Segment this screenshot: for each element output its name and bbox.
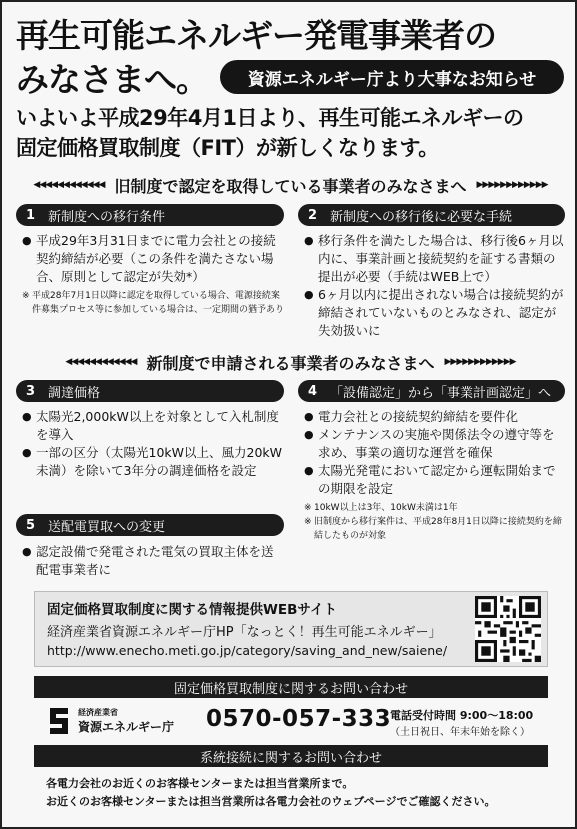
card4-bullet2: ● メンテナンスの実施や関係法令の遵守等を求め、事業の適切な運営を確保 xyxy=(304,427,555,460)
card1-bullet: ● 平成29年3月31日までに電力会社との接続契約締結が必要（この条件を満たさない場合、原則として認定が失効*） xyxy=(22,233,276,284)
logo-agency-text: 資源エネルギー庁 xyxy=(78,720,175,734)
lead-line2: 固定価格買取制度（FIT）が新しくなります。 xyxy=(16,136,439,160)
card4-bullet3: ● 太陽光発電において認定から運転開始までの期限を設定 xyxy=(304,463,556,496)
logo-ministry-text: 経済産業省 xyxy=(78,708,118,717)
card3-title: 調達価格 xyxy=(48,385,101,401)
card1-body xyxy=(22,232,284,317)
card3-bullet2: ● 一部の区分（太陽光10kW以上、風力20kW未満）を除いて3年分の調達価格を設定 xyxy=(22,445,283,478)
website-info-box xyxy=(34,591,548,667)
card5-title: 送配電買取への変更 xyxy=(48,519,166,535)
website-url[interactable]: http://www.enecho.meti.go.jp/category/saving_and_new/saiene/ xyxy=(47,643,448,658)
arrow-decoration-left: ◀◀◀◀◀◀◀◀◀◀◀◀ xyxy=(33,180,105,190)
grid-inquiry-line1: 各電力会社のお近くのお客様センターまたは担当営業所まで。 xyxy=(46,777,354,790)
card3-header xyxy=(16,380,284,402)
arrow-decoration-right: ▶▶▶▶▶▶▶▶▶▶▶▶ xyxy=(476,180,548,190)
phone-hours: 電話受付時間 9:00～18:00 xyxy=(390,709,534,722)
arrow-decoration-right: ▶▶▶▶▶▶▶▶▶▶▶▶ xyxy=(444,357,516,367)
card2-bullet2: ● 6ヶ月以内に提出されない場合は接続契約が締結されていないものとみなされ、認定が失効扱いに xyxy=(304,287,564,338)
card2-header xyxy=(298,204,565,226)
card5-header xyxy=(16,514,284,536)
notice-badge: 資源エネルギー庁より大事なお知らせ xyxy=(220,60,564,94)
card4-number: 4 xyxy=(308,383,318,399)
card5-bullet: ● 認定設備で発電された電気の買取主体を送配電事業者に xyxy=(22,544,274,577)
card4-body xyxy=(304,408,565,543)
section-heading-existing xyxy=(16,174,565,196)
card4-title: 「設備認定」から「事業計画認定」へ xyxy=(330,385,552,401)
agency-logo xyxy=(46,705,196,737)
card1-header xyxy=(16,204,284,226)
website-description: 経済産業省資源エネルギー庁HP「なっとく！再生可能エネルギー」 xyxy=(47,625,442,640)
agency-logo-icon xyxy=(46,706,72,736)
arrow-decoration-left: ◀◀◀◀◀◀◀◀◀◀◀◀ xyxy=(65,357,137,367)
lead-line1: いよいよ平成29年4月1日より、再生可能エネルギーの xyxy=(16,106,524,130)
card1-note: ※ 平成28年7月1日以降に認定を取得している場合、電源接続案件募集プロセス等に参加している場合は、一定期間の猶予あり xyxy=(22,291,285,315)
card2-title: 新制度への移行後に必要な手続 xyxy=(330,209,513,225)
card4-note1: ※ 10kW以上は3年、10kW未満は1年 xyxy=(304,503,458,513)
card3-bullet1: ● 太陽光2,000kW以上を対象として入札制度を導入 xyxy=(22,409,279,442)
card2-number: 2 xyxy=(308,207,318,223)
page-title-line2: みなさまへ。 xyxy=(16,60,208,99)
section-heading-new-text: 新制度で申請される事業者のみなさまへ xyxy=(146,353,435,373)
section-heading-new xyxy=(16,351,565,373)
bullet-mark: ● xyxy=(22,234,32,247)
phone-hours-note: （土日祝日、年末年始を除く） xyxy=(390,727,530,738)
grid-inquiry-line2: お近くのお客様センターまたは担当営業所は各電力会社のウェブページでご確認ください。 xyxy=(46,795,496,808)
website-title: 固定価格買取制度に関する情報提供WEBサイト xyxy=(47,602,337,618)
qr-code-icon xyxy=(475,596,541,662)
card1-number: 1 xyxy=(26,207,36,223)
card5-body xyxy=(22,543,284,579)
page-title-line1: 再生可能エネルギー発電事業者の xyxy=(16,16,496,55)
card3-number: 3 xyxy=(26,383,36,399)
card5-number: 5 xyxy=(26,517,36,533)
card4-note2: ※ 旧制度から移行案件は、平成28年8月1日以降に接続契約を締結したものが対象 xyxy=(304,517,562,541)
section-heading-existing-text: 旧制度で認定を取得している事業者のみなさまへ xyxy=(114,176,467,196)
card3-body xyxy=(22,408,284,480)
card1-title: 新制度への移行条件 xyxy=(48,209,166,225)
card2-bullet1: ● 移行条件を満たした場合は、移行後6ヶ月以内に、事業計画と接続契約を証する書類の提出が必要（手続はWEB上で） xyxy=(304,233,564,284)
grid-inquiry-bar: 系統接続に関するお問い合わせ xyxy=(34,745,548,767)
card2-body xyxy=(304,232,565,340)
card4-header xyxy=(298,380,565,402)
card4-bullet1: ● 電力会社との接続契約締結を要件化 xyxy=(304,409,519,424)
fit-inquiry-bar: 固定価格買取制度に関するお問い合わせ xyxy=(34,676,548,698)
phone-number[interactable]: 0570-057-333 xyxy=(206,706,392,732)
